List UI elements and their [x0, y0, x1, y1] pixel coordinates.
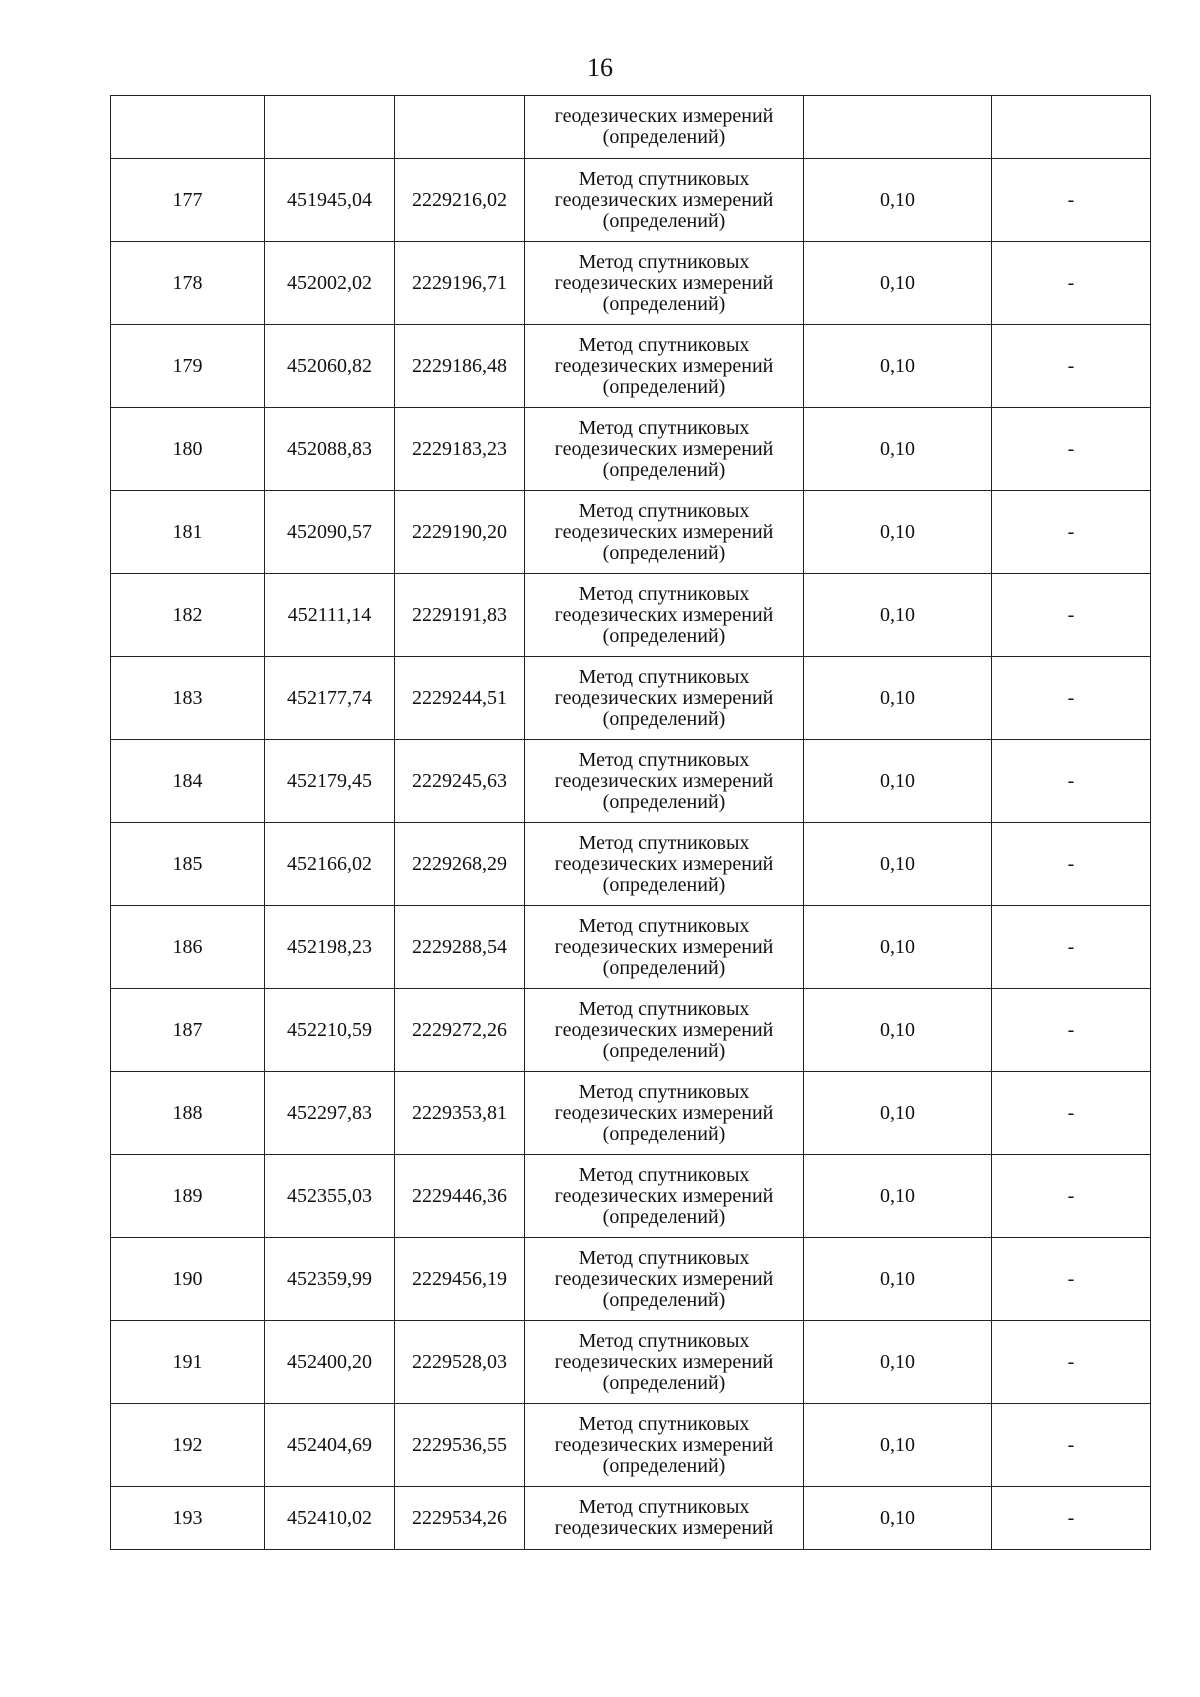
note-cell: -: [992, 657, 1151, 740]
method-line: геодезических измерений: [554, 686, 774, 709]
method-line: геодезических измерений: [554, 1267, 774, 1290]
y-coordinate-cell: 2229446,36: [395, 1155, 525, 1238]
y-coordinate-cell: 2229190,20: [395, 491, 525, 574]
note-cell: -: [992, 989, 1151, 1072]
point-number-cell: [111, 96, 265, 159]
method-line: (определений): [602, 624, 726, 647]
x-coordinate-cell: 452410,02: [265, 1487, 395, 1550]
method-line: (определений): [602, 790, 726, 813]
method-line: Метод спутниковых: [578, 499, 750, 522]
note-cell: -: [992, 906, 1151, 989]
point-number-cell: 186: [111, 906, 265, 989]
method-cell: [525, 491, 804, 574]
method-cell: [525, 96, 804, 159]
method-line: Метод спутниковых: [578, 1080, 750, 1103]
method-line: Метод спутниковых: [578, 1163, 750, 1186]
x-coordinate-cell: 452400,20: [265, 1321, 395, 1404]
method-line: (определений): [602, 458, 726, 481]
accuracy-cell: 0,10: [804, 1155, 992, 1238]
point-number-cell: 192: [111, 1404, 265, 1487]
method-line: (определений): [602, 873, 726, 896]
y-coordinate-cell: 2229183,23: [395, 408, 525, 491]
method-line: геодезических измерений: [554, 603, 774, 626]
method-cell: [525, 740, 804, 823]
accuracy-cell: 0,10: [804, 906, 992, 989]
y-coordinate-cell: 2229536,55: [395, 1404, 525, 1487]
method-cell: [525, 906, 804, 989]
x-coordinate-cell: 452359,99: [265, 1238, 395, 1321]
table-row: [111, 1487, 1151, 1550]
method-line: (определений): [602, 956, 726, 979]
point-number-cell: 185: [111, 823, 265, 906]
accuracy-cell: 0,10: [804, 657, 992, 740]
method-line: геодезических измерений: [554, 852, 774, 875]
method-line: (определений): [602, 1039, 726, 1062]
point-number-cell: 182: [111, 574, 265, 657]
method-line: (определений): [602, 375, 726, 398]
note-cell: -: [992, 1321, 1151, 1404]
note-cell: -: [992, 408, 1151, 491]
method-line: геодезических измерений: [554, 935, 774, 958]
note-cell: -: [992, 1072, 1151, 1155]
method-line: геодезических измерений: [554, 520, 774, 543]
note-cell: [992, 96, 1151, 159]
method-cell: [525, 574, 804, 657]
y-coordinate-cell: 2229196,71: [395, 242, 525, 325]
method-line: геодезических измерений: [554, 1433, 774, 1456]
y-coordinate-cell: 2229191,83: [395, 574, 525, 657]
point-number-cell: 193: [111, 1487, 265, 1550]
continuation-row: [111, 96, 1151, 159]
x-coordinate-cell: 452297,83: [265, 1072, 395, 1155]
note-cell: -: [992, 491, 1151, 574]
table-row: [111, 1404, 1151, 1487]
method-line: (определений): [602, 1454, 726, 1477]
method-line: (определений): [602, 126, 726, 148]
method-cell: [525, 242, 804, 325]
x-coordinate-cell: 452177,74: [265, 657, 395, 740]
point-number-cell: 180: [111, 408, 265, 491]
note-cell: -: [992, 325, 1151, 408]
y-coordinate-cell: 2229456,19: [395, 1238, 525, 1321]
table-row: [111, 574, 1151, 657]
method-line: геодезических измерений: [554, 354, 774, 377]
point-number-cell: 181: [111, 491, 265, 574]
method-line: геодезических измерений: [554, 1184, 774, 1207]
table-row: [111, 989, 1151, 1072]
table-row: [111, 1321, 1151, 1404]
method-line: (определений): [602, 1288, 726, 1311]
y-coordinate-cell: 2229288,54: [395, 906, 525, 989]
x-coordinate-cell: 452198,23: [265, 906, 395, 989]
accuracy-cell: [804, 96, 992, 159]
method-line: Метод спутниковых: [578, 416, 750, 439]
x-coordinate-cell: 452179,45: [265, 740, 395, 823]
accuracy-cell: 0,10: [804, 740, 992, 823]
table-row: [111, 906, 1151, 989]
method-line: Метод спутниковых: [578, 582, 750, 605]
method-line: Метод спутниковых: [578, 748, 750, 771]
method-cell: [525, 657, 804, 740]
point-number-cell: 190: [111, 1238, 265, 1321]
x-coordinate-cell: 452090,57: [265, 491, 395, 574]
method-line: Метод спутниковых: [578, 167, 750, 190]
table-row: [111, 491, 1151, 574]
note-cell: -: [992, 823, 1151, 906]
method-line: (определений): [602, 1205, 726, 1228]
y-coordinate-cell: 2229186,48: [395, 325, 525, 408]
method-line: Метод спутниковых: [578, 1329, 750, 1352]
point-number-cell: 179: [111, 325, 265, 408]
method-line: (определений): [602, 707, 726, 730]
y-coordinate-cell: 2229268,29: [395, 823, 525, 906]
method-line: Метод спутниковых: [578, 1246, 750, 1269]
method-cell: [525, 1487, 804, 1550]
point-number-cell: 191: [111, 1321, 265, 1404]
method-cell: [525, 823, 804, 906]
note-cell: -: [992, 242, 1151, 325]
method-line: геодезических измерений: [554, 188, 774, 211]
method-cell: [525, 159, 804, 242]
y-coordinate-cell: 2229244,51: [395, 657, 525, 740]
point-number-cell: 187: [111, 989, 265, 1072]
x-coordinate-cell: 452355,03: [265, 1155, 395, 1238]
method-line: (определений): [602, 1371, 726, 1394]
table-row: [111, 325, 1151, 408]
method-line: Метод спутниковых: [578, 831, 750, 854]
method-cell: [525, 1072, 804, 1155]
table-row: [111, 1238, 1151, 1321]
x-coordinate-cell: 452002,02: [265, 242, 395, 325]
method-line: Метод спутниковых: [578, 665, 750, 688]
note-cell: -: [992, 1487, 1151, 1550]
method-line: (определений): [602, 209, 726, 232]
method-cell: [525, 1238, 804, 1321]
table-body: [111, 96, 1151, 1550]
accuracy-cell: 0,10: [804, 408, 992, 491]
note-cell: -: [992, 1238, 1151, 1321]
note-cell: -: [992, 1404, 1151, 1487]
table-row: [111, 408, 1151, 491]
method-line: геодезических измерений: [554, 437, 774, 460]
method-line: (определений): [602, 1122, 726, 1145]
x-coordinate-cell: 452210,59: [265, 989, 395, 1072]
point-number-cell: 188: [111, 1072, 265, 1155]
method-line: геодезических измерений: [554, 1517, 774, 1539]
point-number-cell: 178: [111, 242, 265, 325]
method-cell: [525, 1155, 804, 1238]
point-number-cell: 189: [111, 1155, 265, 1238]
method-line: Метод спутниковых: [578, 997, 750, 1020]
note-cell: -: [992, 574, 1151, 657]
method-line: Метод спутниковых: [578, 1412, 750, 1435]
method-line: (определений): [602, 292, 726, 315]
accuracy-cell: 0,10: [804, 1487, 992, 1550]
accuracy-cell: 0,10: [804, 574, 992, 657]
accuracy-cell: 0,10: [804, 491, 992, 574]
y-coordinate-cell: 2229534,26: [395, 1487, 525, 1550]
y-coordinate-cell: 2229272,26: [395, 989, 525, 1072]
method-cell: [525, 325, 804, 408]
x-coordinate-cell: 452111,14: [265, 574, 395, 657]
method-line: Метод спутниковых: [578, 250, 750, 273]
method-line: геодезических измерений: [554, 769, 774, 792]
table-row: [111, 657, 1151, 740]
note-cell: -: [992, 740, 1151, 823]
accuracy-cell: 0,10: [804, 325, 992, 408]
coordinates-table: [110, 95, 1151, 1550]
accuracy-cell: 0,10: [804, 242, 992, 325]
method-line: Метод спутниковых: [578, 333, 750, 356]
method-cell: [525, 408, 804, 491]
y-coordinate-cell: 2229245,63: [395, 740, 525, 823]
method-cell: [525, 1321, 804, 1404]
x-coordinate-cell: 451945,04: [265, 159, 395, 242]
accuracy-cell: 0,10: [804, 1072, 992, 1155]
point-number-cell: 177: [111, 159, 265, 242]
accuracy-cell: 0,10: [804, 1404, 992, 1487]
accuracy-cell: 0,10: [804, 823, 992, 906]
method-line: геодезических измерений: [554, 105, 774, 127]
method-cell: [525, 1404, 804, 1487]
table-row: [111, 1072, 1151, 1155]
method-line: геодезических измерений: [554, 271, 774, 294]
table-row: [111, 242, 1151, 325]
method-line: (определений): [602, 541, 726, 564]
x-coordinate-cell: 452088,83: [265, 408, 395, 491]
method-line: Метод спутниковых: [578, 1496, 750, 1518]
point-number-cell: 184: [111, 740, 265, 823]
table-row: [111, 159, 1151, 242]
method-line: геодезических измерений: [554, 1101, 774, 1124]
y-coordinate-cell: [395, 96, 525, 159]
accuracy-cell: 0,10: [804, 989, 992, 1072]
method-line: Метод спутниковых: [578, 914, 750, 937]
x-coordinate-cell: 452404,69: [265, 1404, 395, 1487]
x-coordinate-cell: 452060,82: [265, 325, 395, 408]
method-line: геодезических измерений: [554, 1018, 774, 1041]
accuracy-cell: 0,10: [804, 1238, 992, 1321]
y-coordinate-cell: 2229216,02: [395, 159, 525, 242]
table-row: [111, 823, 1151, 906]
table-row: [111, 1155, 1151, 1238]
method-cell: [525, 989, 804, 1072]
method-line: геодезических измерений: [554, 1350, 774, 1373]
page-number: 16: [587, 53, 613, 82]
x-coordinate-cell: 452166,02: [265, 823, 395, 906]
y-coordinate-cell: 2229528,03: [395, 1321, 525, 1404]
accuracy-cell: 0,10: [804, 1321, 992, 1404]
point-number-cell: 183: [111, 657, 265, 740]
note-cell: -: [992, 159, 1151, 242]
table-row: [111, 740, 1151, 823]
note-cell: -: [992, 1155, 1151, 1238]
x-coordinate-cell: [265, 96, 395, 159]
accuracy-cell: 0,10: [804, 159, 992, 242]
y-coordinate-cell: 2229353,81: [395, 1072, 525, 1155]
